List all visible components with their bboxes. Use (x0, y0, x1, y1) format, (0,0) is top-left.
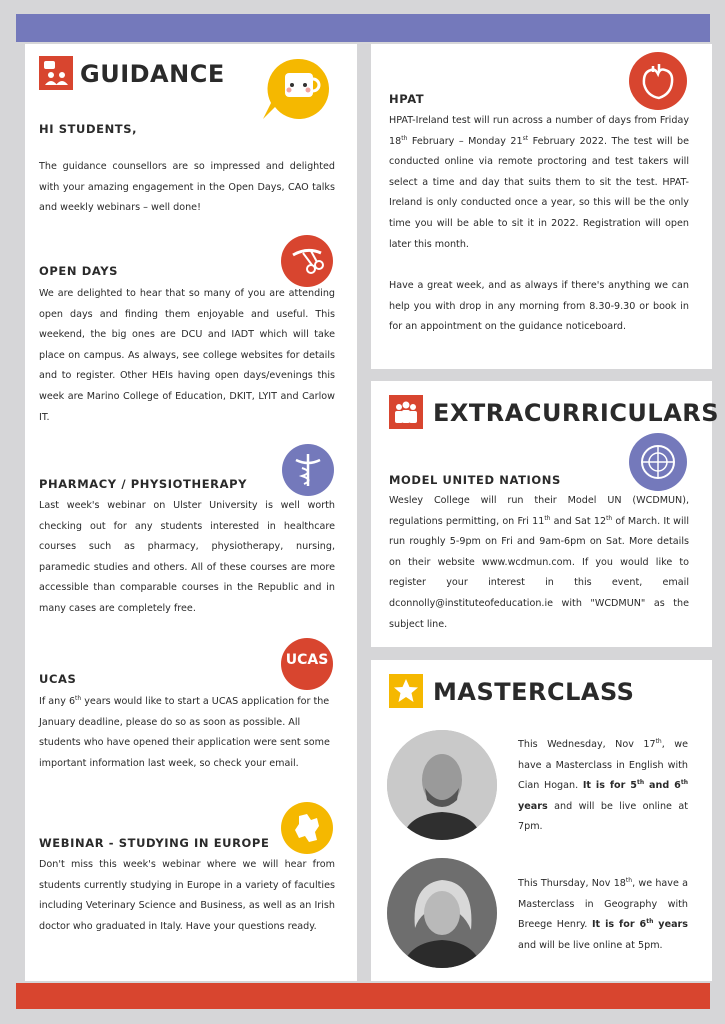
model-un-heading: MODEL UNITED NATIONS (389, 473, 561, 487)
model-un-text: Wesley College will run their Model UN (WCDMUN), regulations permitting, on Fri 11th and Sat 12th of March. It will run roughly 5-9pm on Fri and 9am-6pm on Sat. More details on their website www.wcdmun.com. If you would like to register your interest in this event, email dconnolly@instituteofeducation.ie with "WCDMUN" as the subject line. (389, 495, 689, 630)
hpat-text: HPAT-Ireland test will run across a number of days from Friday 18th February – Monday 21st February 2022. The test will be conducted online via remote proctoring and test takers will select a time and day that suits them to sit the test. HPAT-Ireland is only conducted once a year, so this will be the only time you will be able to sit it in 2022. Registration will open later this month. (389, 115, 689, 250)
ucas-text: If any 6th years would like to start a UCAS application for the January deadline, please do so as soon as possible. All students who have opened their application were sent some important information last week, so check your email. (39, 694, 330, 769)
masterclass-panel (371, 660, 712, 981)
masterclass-title: MASTERCLASS (433, 678, 635, 706)
caduceus-icon (282, 444, 334, 496)
masterclass-english-text: This Wednesday, Nov 17th, we have a Masterclass in English with Cian Hogan. It is for 5th and 6th years and will be live online at 7pm. (518, 737, 688, 833)
extracurriculars-panel (371, 381, 720, 647)
scissors-ribbon-icon (281, 235, 333, 287)
breege-henry-photo (387, 858, 497, 968)
top-color-bar (16, 14, 710, 42)
webinar-heading: WEBINAR - STUDYING IN EUROPE (39, 836, 270, 850)
guidance-title: GUIDANCE (80, 60, 225, 88)
people-chat-icon (39, 56, 73, 90)
greeting: HI STUDENTS, (39, 122, 138, 136)
open-days-text: We are delighted to hear that so many of you are attending open days and finding them enjoyable and useful. This weekend, the big ones are DCU and IADT which will take place on campus. As always, see college websites for details and to register. Other HEIs having open days/evenings this week are Marino College of Education, DKIT, LYIT and Carlow IT. (39, 288, 335, 423)
bottom-color-bar (16, 983, 710, 1009)
open-days-heading: OPEN DAYS (39, 264, 119, 278)
cian-hogan-photo (387, 730, 497, 840)
heart-organ-icon (629, 52, 687, 110)
pharmacy-heading: PHARMACY / PHYSIOTHERAPY (39, 477, 248, 491)
webinar-text: Don't miss this week's webinar where we will hear from students currently studying in Europe in a variety of faculties including Veterinary Science and Business, as well as an Irish doctor who graduated in Italy. Have your questions ready. (39, 859, 335, 932)
extracurriculars-title: EXTRACURRICULARS (433, 399, 720, 427)
ucas-heading: UCAS (39, 672, 77, 686)
masterclass-geography-text: This Thursday, Nov 18th, we have a Masterclass in Geography with Breege Henry. It is for 6th years and will be live online at 5pm. (518, 876, 688, 951)
coffee-cup-icon (261, 57, 337, 119)
ucas-badge-text: UCAS (285, 652, 329, 668)
pharmacy-text: Last week's webinar on Ulster University is well worth checking out for any students interested in healthcare courses such as pharmacy, physiotherapy, nursing, paramedic studies and others. All of these courses are more accessible than comparable courses in the Republic and in many cases are completely free. (39, 500, 335, 614)
ucas-logo-icon (281, 638, 333, 690)
star-icon (389, 674, 423, 708)
hpat-heading: HPAT (389, 92, 425, 106)
hpat-panel (371, 44, 712, 369)
guidance-panel (25, 44, 357, 981)
un-emblem-icon (629, 433, 687, 491)
intro-text: The guidance counsellors are so impressed and delighted with your amazing engagement in the Open Days, CAO talks and weekly webinars – well done! (39, 161, 335, 214)
closing-text: Have a great week, and as always if there's anything we can help you with drop in any morning from 8.30-9.30 or book in for an appointment on the guidance noticeboard. (389, 280, 689, 333)
europe-map-icon (281, 802, 333, 854)
group-icon (389, 395, 423, 429)
